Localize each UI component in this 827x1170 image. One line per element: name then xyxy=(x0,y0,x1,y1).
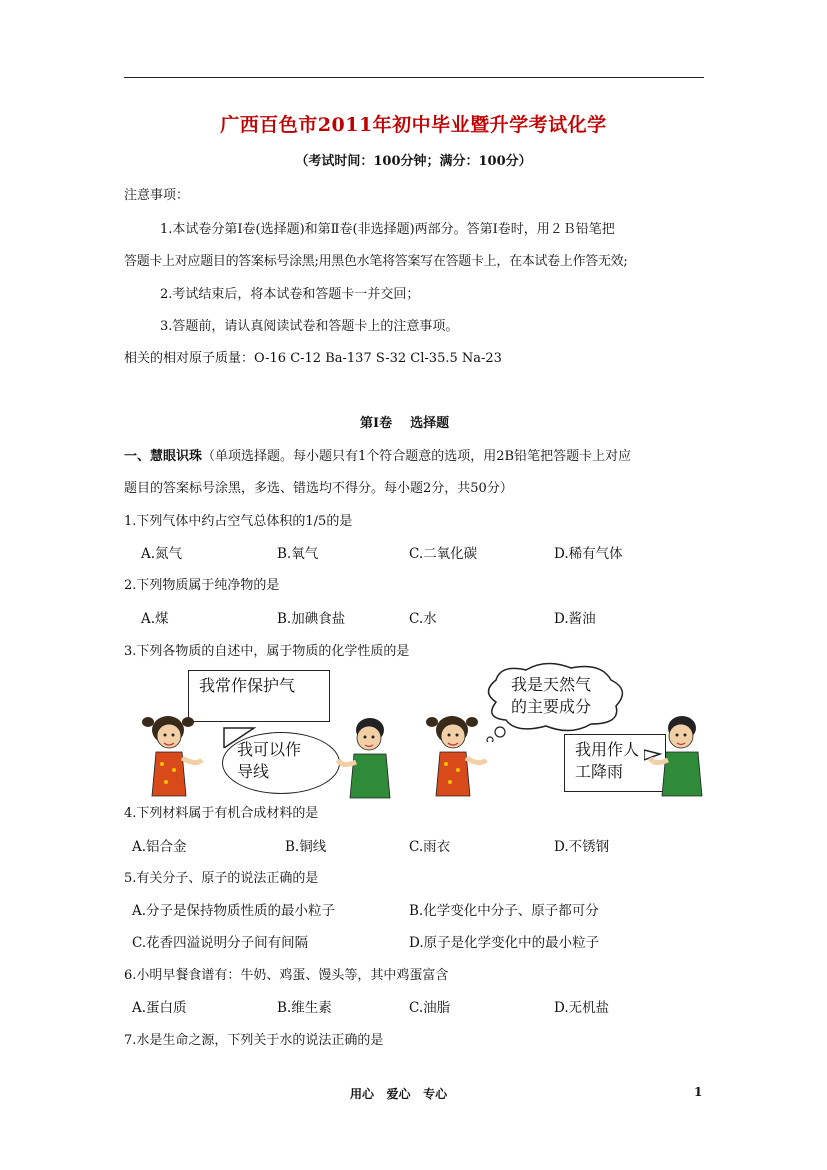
question-6-option-d: D.无机盐 xyxy=(554,1000,610,1016)
question-5-option-a: A.分子是保持物质性质的最小粒子 xyxy=(132,903,336,919)
exam-info: （考试时间：100分钟；满分：100分） xyxy=(295,154,532,169)
question-5-option-c: C.花香四溢说明分子间有间隔 xyxy=(132,935,309,951)
page-number: 1 xyxy=(694,1085,703,1099)
notice-item-3: 3.答题前，请认真阅读试卷和答题卡上的注意事项。 xyxy=(160,319,459,334)
notice-heading: 注意事项： xyxy=(124,188,190,203)
bubble-b-line-2: 导线 xyxy=(237,762,270,781)
question-1-option-d: D.稀有气体 xyxy=(554,546,623,562)
question-1-option-c: C.二氧化碳 xyxy=(409,546,478,562)
bubble-b-line-1: 我可以作 xyxy=(237,740,302,759)
question-3-illustration xyxy=(124,662,714,800)
cloud-natural-gas xyxy=(511,674,591,718)
question-4-option-a: A.铝合金 xyxy=(132,839,187,855)
bubble-conductor xyxy=(222,732,340,794)
boy-figure-icon xyxy=(332,710,402,800)
girl-figure-icon xyxy=(140,708,210,800)
question-4-stem: 4.下列材料属于有机合成材料的是 xyxy=(124,806,319,821)
question-2-option-c: C.水 xyxy=(409,611,437,627)
question-5-option-d: D.原子是化学变化中的最小粒子 xyxy=(409,935,600,951)
question-6-option-c: C.油脂 xyxy=(409,1000,451,1016)
question-5-option-b: B.化学变化中分子、原子都可分 xyxy=(409,903,599,919)
question-5-stem: 5.有关分子、原子的说法正确的是 xyxy=(124,871,319,886)
question-4-option-d: D.不锈钢 xyxy=(554,839,610,855)
footer-motto: 用心 爱心 专心 xyxy=(350,1087,448,1101)
question-1-option-b: B.氧气 xyxy=(277,546,319,562)
question-2-option-d: D.酱油 xyxy=(554,611,596,627)
part-description: （单项选择题。每小题只有1个符合题意的选项，用2B铅笔把答题卡上对应 xyxy=(202,449,632,464)
notice-item-1: 1.本试卷分第Ⅰ卷(选择题)和第Ⅱ卷(非选择题)两部分。答第Ⅰ卷时，用２Ｂ铅笔把 xyxy=(160,222,615,237)
question-4-option-b: B.铜线 xyxy=(285,839,327,855)
section-title: 第Ⅰ卷 选择题 xyxy=(360,416,450,431)
part-description-cont: 题目的答案标号涂黑，多选、错选均不得分。每小题2分，共50分） xyxy=(124,481,513,496)
atomic-mass-note: 相关的相对原子质量：O-16 C-12 Ba-137 S-32 Cl-35.5 Na-23 xyxy=(124,351,502,366)
cloud-c-line-2: 的主要成分 xyxy=(511,697,592,716)
question-1-stem: 1.下列气体中约占空气总体积的1/5的是 xyxy=(124,514,353,529)
cloud-c-line-1: 我是天然气 xyxy=(511,675,592,694)
question-4-option-c: C.雨衣 xyxy=(409,839,451,855)
question-2-stem: 2.下列物质属于纯净物的是 xyxy=(124,578,280,593)
page-title: 广西百色市2011年初中毕业暨升学考试化学 xyxy=(220,114,607,136)
question-6-stem: 6.小明早餐食谱有：牛奶、鸡蛋、馒头等，其中鸡蛋富含 xyxy=(124,968,449,983)
bubble-a-text: 我常作保护气 xyxy=(199,676,296,695)
question-2-option-a: A.煤 xyxy=(141,611,169,627)
girl-figure-2-icon xyxy=(424,708,494,800)
notice-item-2: 2.考试结束后，将本试卷和答题卡一并交回； xyxy=(160,287,420,302)
bubble-d-line-1: 我用作人 xyxy=(575,740,640,759)
part-label: 一、慧眼识珠 xyxy=(124,449,203,464)
header-rule xyxy=(124,77,704,78)
question-3-stem: 3.下列各物质的自述中，属于物质的化学性质的是 xyxy=(124,644,410,659)
bubble-d-line-2: 工降雨 xyxy=(575,762,624,781)
question-7-stem: 7.水是生命之源，下列关于水的说法正确的是 xyxy=(124,1033,384,1048)
notice-item-1-cont: 答题卡上对应题目的答案标号涂黑;用黑色水笔将答案写在答题卡上，在本试卷上作答无效; xyxy=(124,254,628,269)
part-one-header xyxy=(124,445,631,464)
question-2-option-b: B.加碘食盐 xyxy=(277,611,346,627)
question-6-option-a: A.蛋白质 xyxy=(132,1000,187,1016)
boy-figure-2-icon xyxy=(644,708,714,800)
question-1-option-a: A.氮气 xyxy=(141,546,183,562)
question-6-option-b: B.维生素 xyxy=(277,1000,332,1016)
